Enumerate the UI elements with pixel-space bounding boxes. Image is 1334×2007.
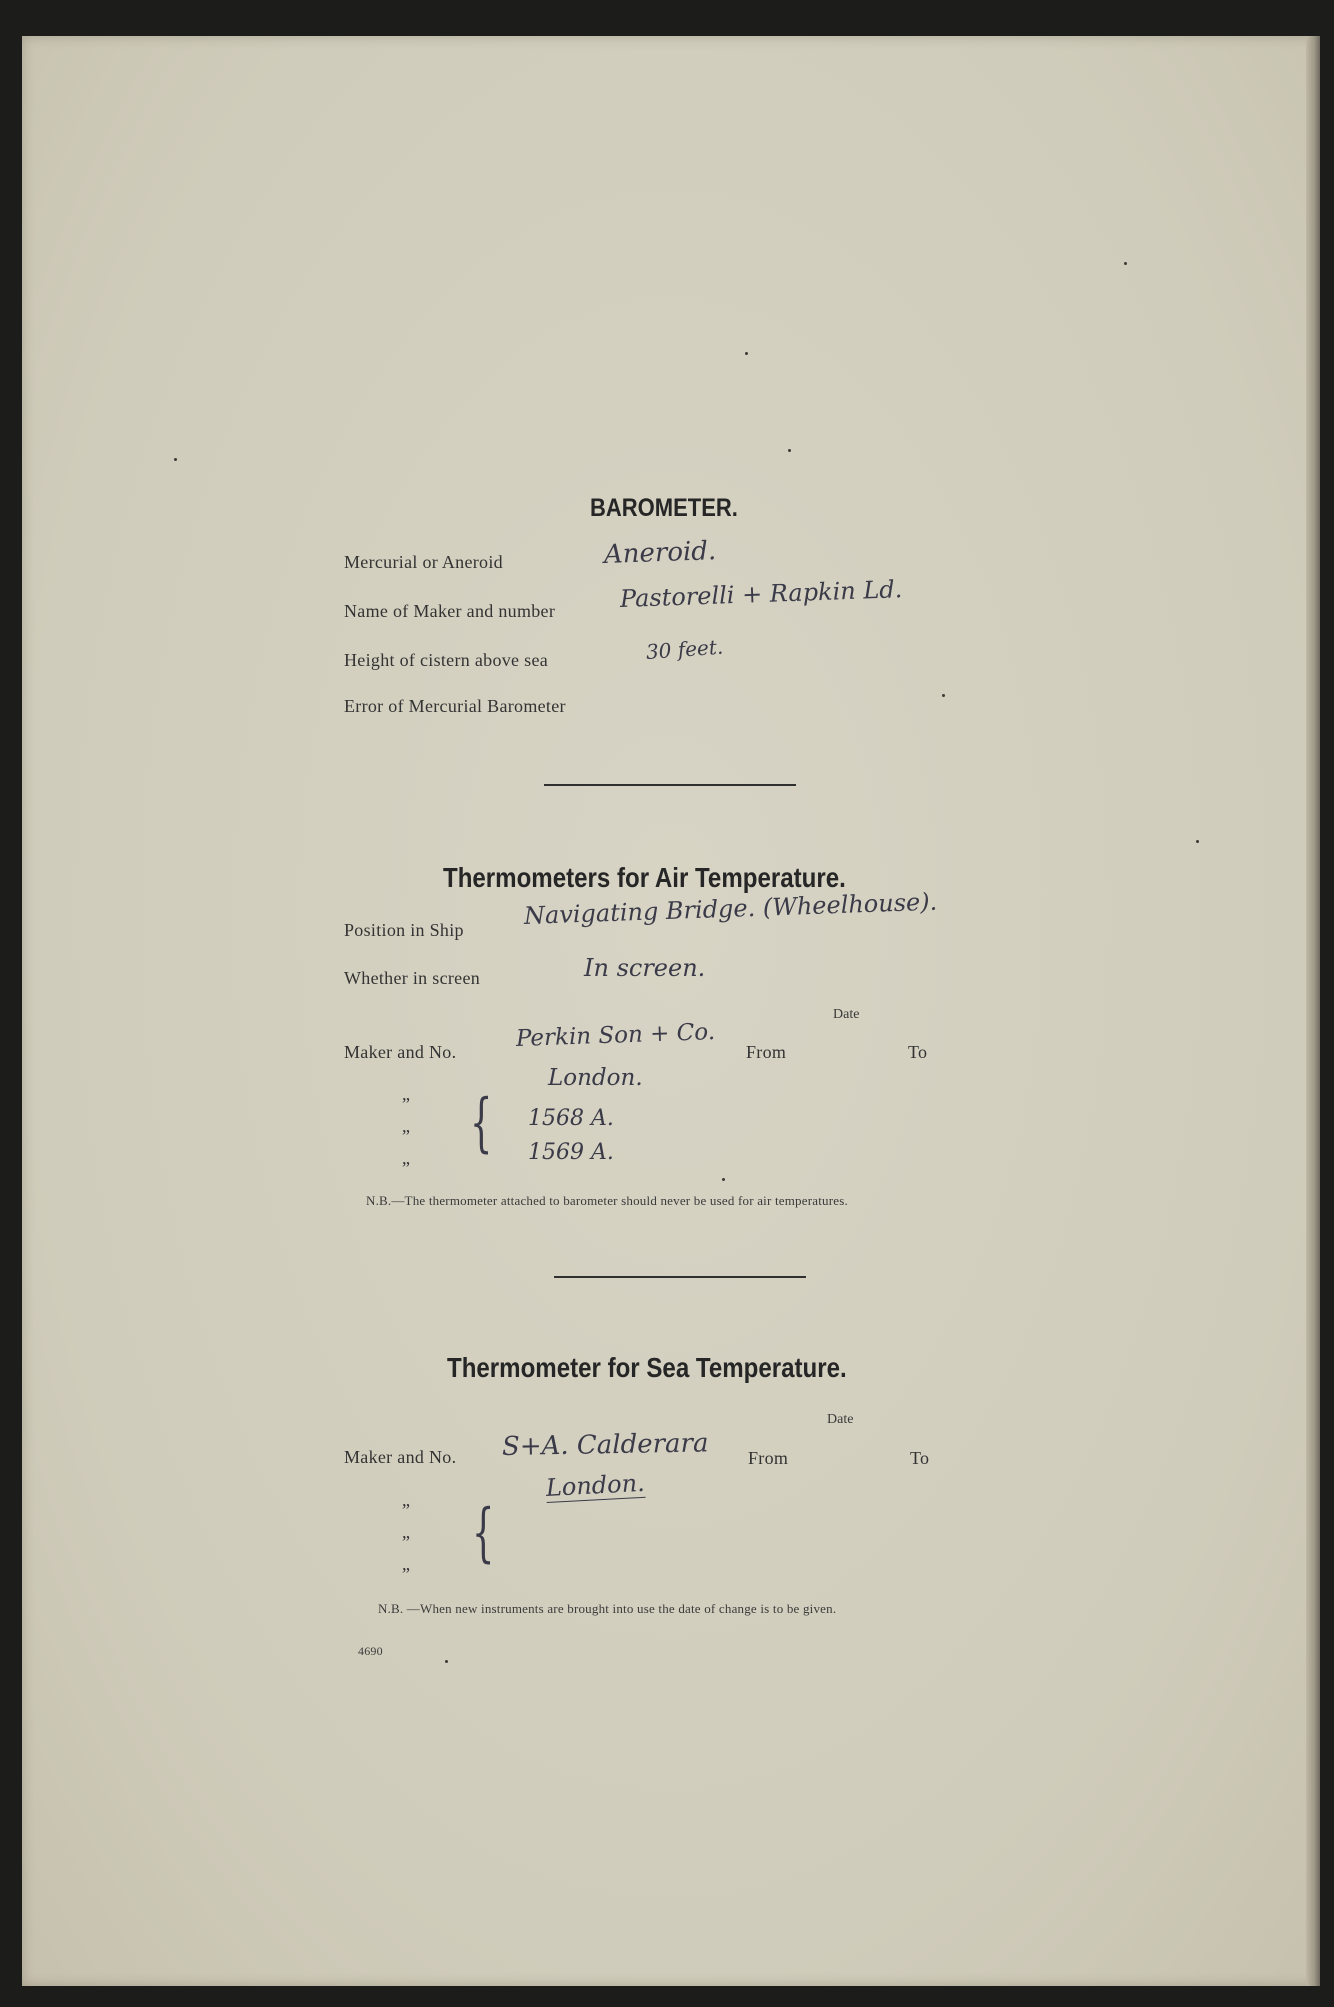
paper-speck [788, 449, 791, 452]
ditto-mark: ” [402, 1564, 410, 1584]
sea-brace: { [472, 1496, 495, 1570]
air-to-label: To [908, 1042, 928, 1062]
air-date-label: Date [833, 1007, 860, 1022]
cistern-height-value: 30 feet. [645, 634, 724, 664]
air-maker-value: Perkin Son + Co. [515, 1019, 716, 1052]
air-note: N.B.—The thermometer attached to barometer should never be used for air temperatures. [366, 1193, 848, 1208]
screen-value: In screen. [584, 954, 706, 982]
ditto-mark: ” [402, 1500, 410, 1520]
sea-maker-label: Maker and No. [344, 1447, 457, 1467]
section-divider [554, 1276, 806, 1278]
air-maker-label: Maker and No. [344, 1042, 457, 1062]
sea-maker-city: London. [545, 1468, 646, 1502]
air-from-label: From [746, 1042, 787, 1062]
paper-speck [745, 352, 748, 355]
ditto-mark: ” [402, 1158, 410, 1178]
screen-label: Whether in screen [344, 968, 481, 988]
paper-speck [1196, 840, 1199, 843]
aneroid-label: Mercurial or Aneroid [344, 552, 503, 572]
sea-to-label: To [910, 1448, 930, 1468]
sea-note: N.B. —When new instruments are brought into use the date of change is to be given. [378, 1601, 837, 1616]
barometer-heading: BAROMETER. [590, 494, 738, 522]
sea-date-label: Date [827, 1412, 854, 1427]
cistern-height-label: Height of cistern above sea [344, 650, 549, 670]
paper-speck [174, 458, 177, 461]
sea-maker-value: S+A. Calderara [501, 1428, 709, 1462]
paper-speck [445, 1660, 448, 1663]
sea-from-label: From [748, 1448, 789, 1468]
mercurial-error-label: Error of Mercurial Barometer [344, 696, 566, 716]
air-thermometer-number: 1568 A. [528, 1106, 614, 1131]
ditto-mark: ” [402, 1532, 410, 1552]
maker-number-label: Name of Maker and number [344, 601, 556, 621]
ship-position-label: Position in Ship [344, 920, 464, 940]
air-thermometers-heading: Thermometers for Air Temperature. [443, 862, 846, 893]
maker-number-value: Pastorelli + Rapkin Ld. [619, 575, 903, 613]
section-divider [544, 784, 796, 786]
ditto-mark: ” [402, 1094, 410, 1114]
document-page [22, 36, 1320, 1986]
ditto-mark: ” [402, 1126, 410, 1146]
paper-speck [722, 1178, 725, 1181]
form-number: 4690 [358, 1644, 383, 1658]
air-thermometer-number: 1569 A. [528, 1140, 614, 1165]
sea-thermometer-heading: Thermometer for Sea Temperature. [447, 1352, 847, 1383]
ship-position-value: Navigating Bridge. (Wheelhouse). [523, 887, 938, 930]
air-maker-city: London. [548, 1065, 643, 1091]
aneroid-value: Aneroid. [603, 536, 717, 570]
paper-speck [1124, 262, 1127, 265]
page-edge [1306, 36, 1320, 1986]
paper-speck [942, 694, 945, 697]
air-brace: { [470, 1086, 493, 1160]
